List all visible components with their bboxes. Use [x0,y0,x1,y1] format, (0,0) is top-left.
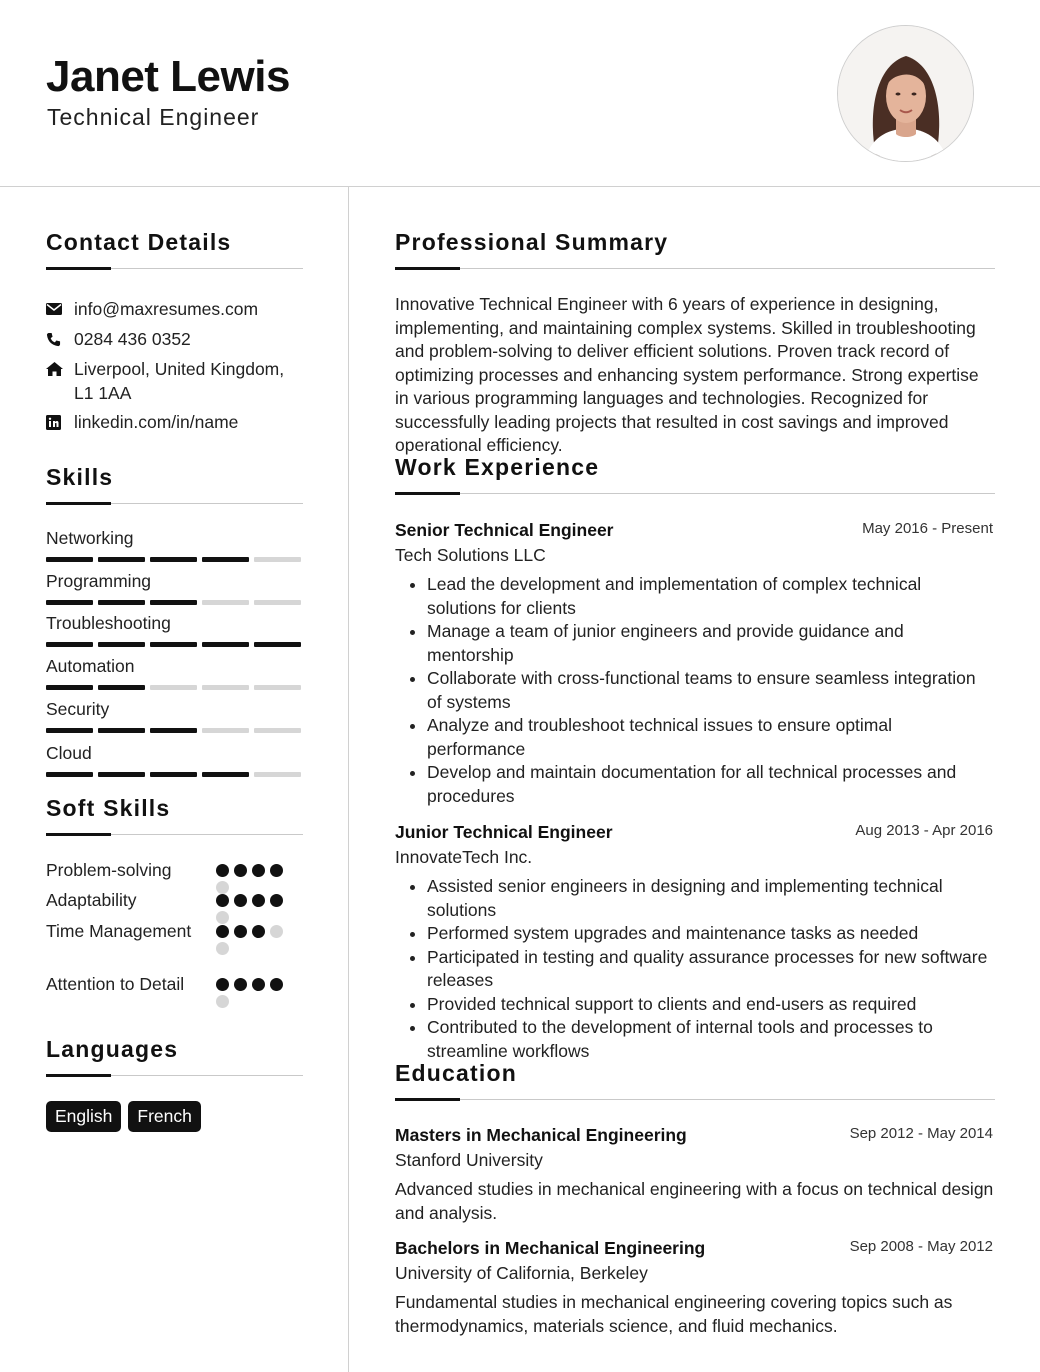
rating-dot [216,894,229,907]
column-divider [348,187,349,1372]
experience-heading: Work Experience [395,454,995,494]
skill-level-segment [150,557,197,562]
rating-dot [252,864,265,877]
languages-heading: Languages [46,1036,303,1076]
skill-level-segment [46,728,93,733]
phone-text: 0284 436 0352 [74,329,191,349]
skill-level-segment [254,772,301,777]
rating-dot [270,925,283,938]
skill-level-segment [98,772,145,777]
bullet-item: • Contributed to the development of internal tools and processes to streamline workflows [427,1016,995,1063]
education-heading: Education [395,1060,995,1100]
skill-name: Automation [46,656,135,676]
contact-linkedin[interactable] [46,410,304,434]
bullet-item: • Collaborate with cross-functional teams to ensure seamless integration of systems [427,667,995,714]
rating-dot [270,978,283,991]
skill-level-segment [202,728,249,733]
rating-dot [252,894,265,907]
bullet-item: • Manage a team of junior engineers and provide guidance and mentorship [427,620,995,667]
job-bullets [395,573,995,808]
skill-level-segment [150,772,197,777]
language-tag: English [46,1101,121,1132]
skill-level-bar [46,600,302,605]
contact-email[interactable] [46,297,304,321]
skill-level-segment [150,600,197,605]
bullet-item: • Assisted senior engineers in designing and implementing technical solutions [427,875,995,922]
rating-dot [270,864,283,877]
skill-level-segment [254,600,301,605]
skill-row [46,656,302,690]
skill-row [46,743,302,777]
rating-dot [252,978,265,991]
skill-row [46,528,302,562]
education-description: Fundamental studies in mechanical engineering covering topics such as thermodynamics, materials science, and fluid mechanics. [395,1292,953,1336]
job-company: InnovateTech Inc. [395,847,533,867]
soft-skill-row [46,919,302,943]
skill-level-segment [202,685,249,690]
skill-level-bar [46,728,302,733]
skills-heading: Skills [46,464,303,504]
school-name: Stanford University [395,1150,543,1170]
candidate-title: Technical Engineer [47,104,260,130]
bullet-item: • Analyze and troubleshoot technical issues to ensure optimal performance [427,714,995,761]
rating-dot [252,925,265,938]
job-bullets [395,875,995,1063]
home-icon [46,357,74,381]
soft-skill-row [46,972,302,996]
skill-level-segment [150,728,197,733]
skill-name: Security [46,699,110,719]
skill-level-segment [46,685,93,690]
education-dates: Sep 2008 - May 2012 [849,1238,993,1255]
language-tags [46,1101,201,1132]
rating-dot [216,925,229,938]
skill-level-segment [254,685,301,690]
education-dates: Sep 2012 - May 2014 [849,1125,993,1142]
skill-level-segment [202,642,249,647]
skill-row [46,613,302,647]
soft-skill-name: Time Management [46,921,192,941]
skill-row [46,699,302,733]
education-description: Advanced studies in mechanical engineering with a focus on technical design and analysis. [395,1179,994,1223]
linkedin-icon [46,410,74,434]
job-dates: May 2016 - Present [862,520,993,537]
skill-level-segment [46,772,93,777]
skill-level-segment [202,557,249,562]
skill-level-segment [150,642,197,647]
skill-name: Cloud [46,743,92,763]
rating-dot [216,942,229,955]
bullet-item: • Develop and maintain documentation for all technical processes and procedures [427,761,995,808]
portrait-photo [838,26,974,162]
bullet-item: • Lead the development and implementation of complex technical solutions for clients [427,573,995,620]
rating-dot [234,978,247,991]
envelope-icon [46,297,74,321]
soft-skill-rating [216,925,286,955]
bullet-item: • Participated in testing and quality assurance processes for new software releases [427,946,995,993]
skill-level-segment [98,557,145,562]
skill-row [46,571,302,605]
skill-level-segment [150,685,197,690]
avatar [837,25,974,162]
summary-text: Innovative Technical Engineer with 6 years of experience in designing, implementing, and maintaining complex systems. Skilled in troubleshooting and problem-solving to deliver efficient solutions. Proven track record of optimizing processes and enhancing system performance. Strong expertise in various programming languages and technologies. Recognized for successfully leading projects that resulted in cost savings and improved operational efficiency. [395,294,979,455]
skill-level-segment [202,772,249,777]
skill-name: Troubleshooting [46,613,171,633]
skill-level-segment [98,728,145,733]
phone-icon [46,327,74,351]
job-dates: Aug 2013 - Apr 2016 [855,822,993,839]
bullet-item: • Provided technical support to clients and end-users as required [427,993,995,1017]
skill-level-bar [46,642,302,647]
skill-level-segment [98,685,145,690]
degree-title: Bachelors in Mechanical Engineering [395,1238,706,1258]
linkedin-text: linkedin.com/in/name [74,412,239,432]
soft-skill-row [46,858,302,882]
candidate-name: Janet Lewis [46,52,290,101]
job-title: Junior Technical Engineer [395,822,613,842]
skill-level-segment [254,557,301,562]
skill-name: Networking [46,528,134,548]
skill-level-bar [46,772,302,777]
school-name: University of California, Berkeley [395,1263,648,1283]
skill-level-segment [46,642,93,647]
education-entry [395,1125,995,1225]
rating-dot [270,894,283,907]
skill-level-bar [46,557,302,562]
skill-level-segment [98,642,145,647]
skill-level-bar [46,685,302,690]
address-text: Liverpool, United Kingdom, L1 1AA [74,359,285,403]
job-entry [395,822,995,1063]
contact-phone[interactable] [46,327,304,351]
soft-skills-heading: Soft Skills [46,795,303,835]
soft-skill-rating [216,978,286,1008]
job-title: Senior Technical Engineer [395,520,614,540]
skill-level-segment [202,600,249,605]
education-entry [395,1238,995,1338]
resume-header [0,0,1040,187]
skill-level-segment [254,642,301,647]
soft-skill-name: Problem-solving [46,860,172,880]
contact-address [46,357,304,405]
soft-skill-name: Adaptability [46,890,137,910]
job-company: Tech Solutions LLC [395,545,546,565]
rating-dot [234,864,247,877]
rating-dot [216,995,229,1008]
degree-title: Masters in Mechanical Engineering [395,1125,687,1145]
skill-name: Programming [46,571,152,591]
bullet-item: • Performed system upgrades and maintenance tasks as needed [427,922,995,946]
skill-level-segment [98,600,145,605]
summary-heading: Professional Summary [395,229,995,269]
rating-dot [234,925,247,938]
soft-skill-row [46,888,302,912]
rating-dot [216,864,229,877]
email-text: info@maxresumes.com [74,299,259,319]
skill-level-segment [46,600,93,605]
language-tag: French [128,1101,200,1132]
skill-level-segment [254,728,301,733]
rating-dot [234,894,247,907]
contact-heading: Contact Details [46,229,303,269]
job-entry [395,520,995,808]
soft-skill-name: Attention to Detail [46,974,185,994]
skill-level-segment [46,557,93,562]
rating-dot [216,978,229,991]
